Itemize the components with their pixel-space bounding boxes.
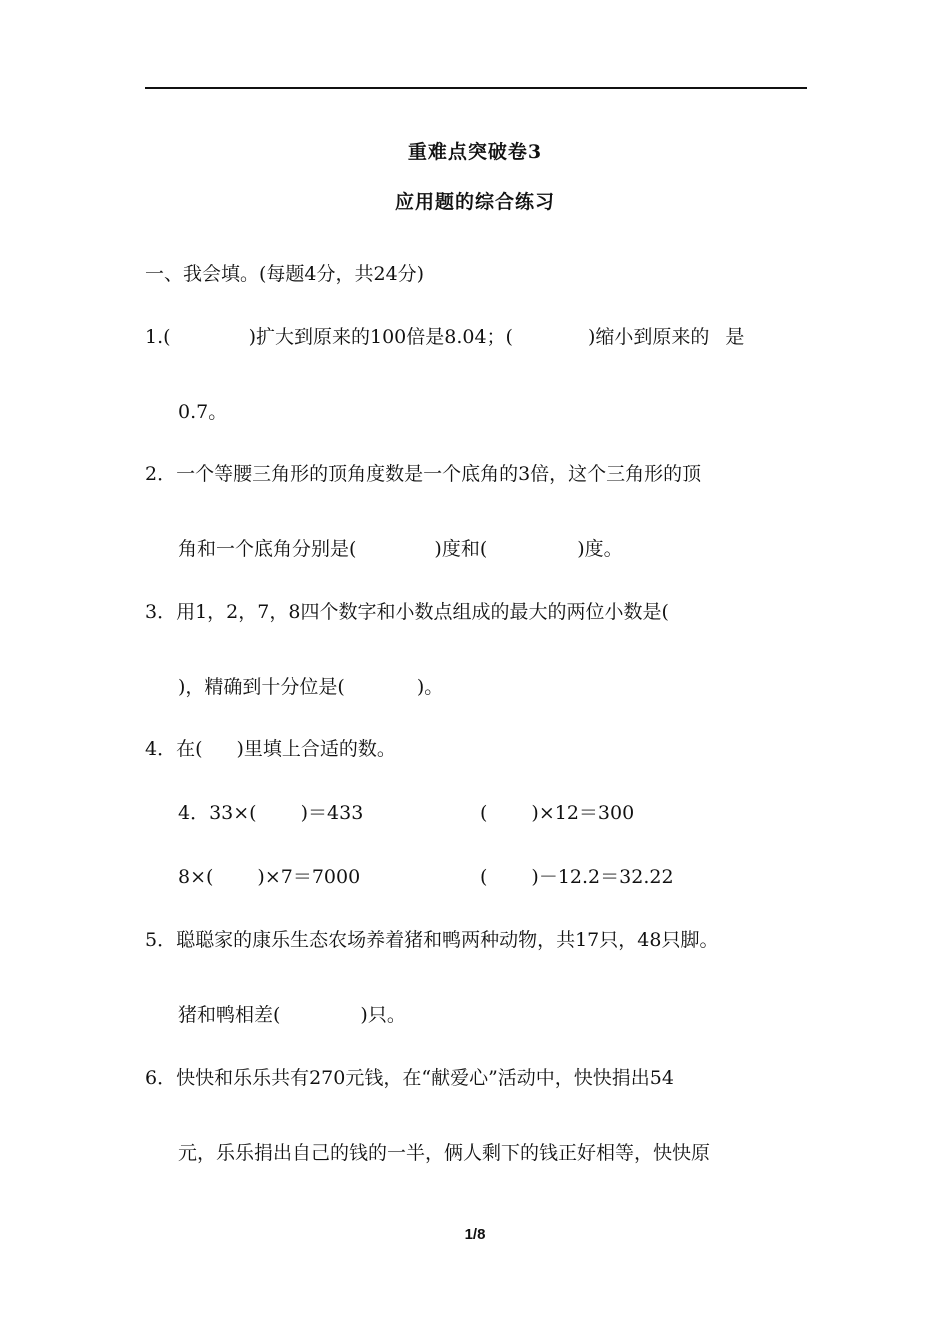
q2-text-1: 角和一个底角分别是(: [178, 538, 357, 560]
question-6-line-1: 6．快快和乐乐共有270元钱，在“献爱心”活动中，快快捐出54: [145, 1067, 674, 1089]
page-subtitle: 应用题的综合练习: [394, 191, 555, 213]
q2-text-2: )度和(: [434, 538, 488, 560]
header-rule: [145, 87, 807, 89]
q1-number: 1.: [145, 326, 164, 348]
q4-equation-2: [480, 801, 634, 825]
question-2-line-1: 2．一个等腰三角形的顶角度数是一个底角的3倍，这个三角形的顶: [145, 463, 702, 485]
page-title: 重难点突破卷3: [407, 141, 543, 163]
question-3-line-1: 3．用1，2，7，8四个数字和小数点组成的最大的两位小数是(: [145, 601, 669, 623]
q1-paren-open: (: [163, 326, 171, 348]
q4-eq1-right: )＝433: [300, 802, 364, 824]
q4-equation-3: [178, 865, 360, 889]
question-3-line-2: [178, 675, 443, 699]
q4-text-1: 4．在(: [145, 738, 203, 760]
section-heading: 一、我会填。(每题4分，共24分): [145, 263, 425, 285]
q1-text-3: 是: [725, 326, 745, 348]
q5-text-1: 猪和鸭相差(: [178, 1004, 281, 1026]
q1-text-2: )缩小到原来的: [587, 326, 710, 348]
q3-text-2: )。: [416, 676, 444, 698]
q4-equation-1: [178, 801, 363, 825]
question-5-line-2: [178, 1003, 406, 1027]
q3-text-1: )，精确到十分位是(: [178, 676, 345, 698]
question-1-line-1: [145, 325, 744, 349]
q4-eq3-right: )×7＝7000: [257, 866, 361, 888]
question-6-line-2: 元，乐乐捐出自己的钱的一半，俩人剩下的钱正好相等，快快原: [178, 1142, 711, 1164]
question-5-line-1: 5．聪聪家的康乐生态农场养着猪和鸭两种动物，共17只，48只脚。: [145, 929, 719, 951]
q4-eq3-left: 8×(: [178, 866, 214, 888]
q5-text-2: )只。: [360, 1004, 406, 1026]
question-2-line-2: [178, 537, 623, 561]
page-number: 1/8: [464, 1226, 486, 1243]
q1-text-1: )扩大到原来的100倍是8.04；(: [248, 326, 513, 348]
q4-eq4-right: )－12.2＝32.22: [531, 866, 674, 888]
question-1-line-2: 0.7。: [178, 401, 228, 423]
q4-eq1-left: 4．33×(: [178, 802, 257, 824]
q4-eq2-right: )×12＝300: [531, 802, 635, 824]
q4-eq4-left: (: [480, 866, 488, 888]
question-4-line-1: [145, 737, 396, 761]
q2-text-3: )度。: [577, 538, 623, 560]
q4-eq2-left: (: [480, 802, 488, 824]
q4-equation-4: [480, 865, 674, 889]
q4-text-2: )里填上合适的数。: [236, 738, 396, 760]
